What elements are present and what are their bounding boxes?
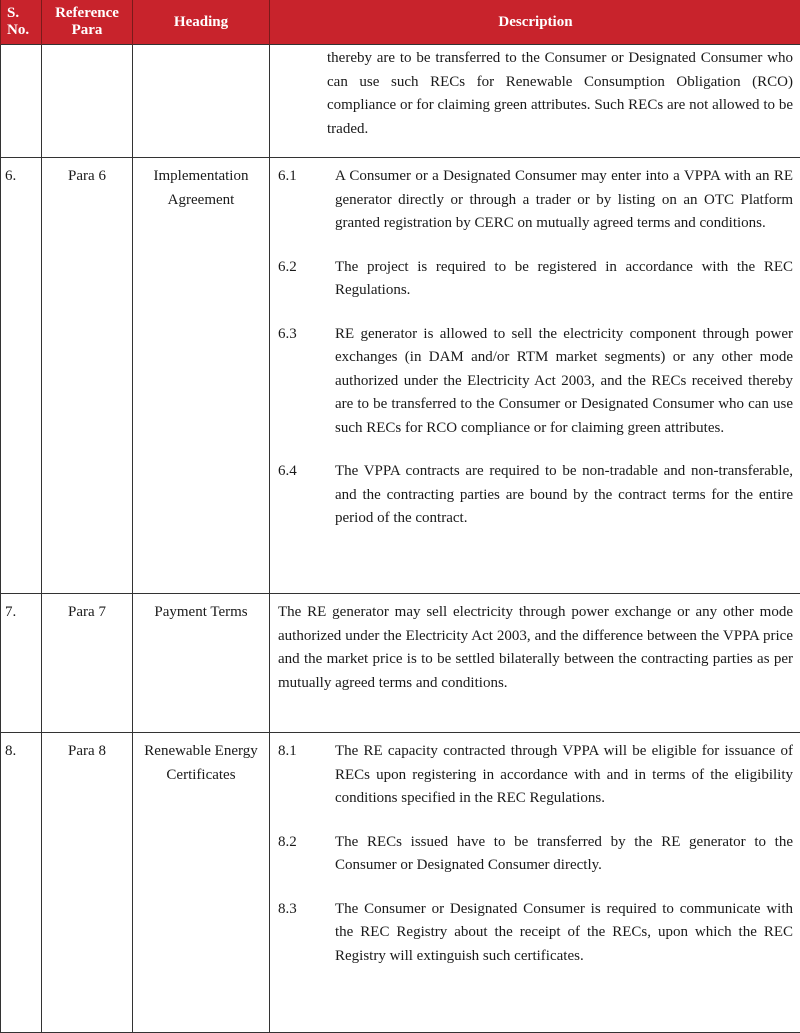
clause-number: 6.4: [278, 460, 335, 531]
cell-description: [270, 45, 800, 158]
sub-clause-8-2: [278, 831, 793, 878]
cell-sno: [1, 45, 42, 158]
cell-ref: Para 7: [42, 594, 133, 733]
clause-text: The VPPA contracts are required to be non-tradable and non-transferable, and the contracting parties are bound by the contract terms for the entire period of the contract.: [335, 460, 793, 531]
payment-terms-text: The RE generator may sell electricity through power exchange or any other mode authorized under the Electricity Act 2003, and the difference between the VPPA price and the market price is to be settled bilaterally between the contracting parties as per mutually agreed terms and conditions.: [278, 601, 793, 695]
sub-clause-6-4: [278, 460, 793, 531]
cell-ref: Para 6: [42, 158, 133, 594]
clause-text: The RECs issued have to be transferred by the RE generator to the Consumer or Designated Consumer directly.: [335, 831, 793, 878]
table-header-row: [1, 0, 800, 45]
cell-heading: [133, 45, 270, 158]
clause-number: 8.1: [278, 740, 335, 811]
table-row-continuation: [1, 45, 800, 158]
cell-ref: Para 8: [42, 733, 133, 1033]
sub-clause-6-1: [278, 165, 793, 236]
header-heading: Heading: [133, 0, 270, 45]
header-sno: S. No.: [1, 0, 42, 45]
sub-clause-8-1: [278, 740, 793, 811]
cell-heading: Implementation Agreement: [133, 158, 270, 594]
clause-number: 6.3: [278, 323, 335, 441]
sub-clause-6-3: [278, 323, 793, 441]
table-row-7: [1, 594, 800, 733]
table-row-6: [1, 158, 800, 594]
sub-clause-8-3: [278, 898, 793, 969]
cell-heading: Payment Terms: [133, 594, 270, 733]
header-description: Description: [270, 0, 800, 45]
cell-heading: Renewable Energy Certificates: [133, 733, 270, 1033]
clause-text: The RE capacity contracted through VPPA will be eligible for issuance of RECs upon registering in accordance with and in terms of the eligibility conditions specified in the REC Regulations.: [335, 740, 793, 811]
clause-text: The Consumer or Designated Consumer is required to communicate with the REC Registry about the receipt of the RECs, upon which the REC Registry will extinguish such certificates.: [335, 898, 793, 969]
clause-text: The project is required to be registered in accordance with the REC Regulations.: [335, 256, 793, 303]
table-row-8: [1, 733, 800, 1033]
clause-number: 6.2: [278, 256, 335, 303]
header-reference-para: Reference Para: [42, 0, 133, 45]
clause-text: A Consumer or a Designated Consumer may enter into a VPPA with an RE generator directly or through a trader or by listing on an OTC Platform granted registration by CERC on mutually agreed terms and conditions.: [335, 165, 793, 236]
clause-number: 8.2: [278, 831, 335, 878]
sub-clause-6-2: [278, 256, 793, 303]
cell-description: [270, 733, 800, 1033]
clause-number: 6.1: [278, 165, 335, 236]
cell-sno: 6.: [1, 158, 42, 594]
continuation-text: thereby are to be transferred to the Consumer or Designated Consumer who can use such RECs for Renewable Consumption Obligation (RCO) compliance or for claiming green attributes. Such RECs are not allowed to be traded.: [278, 47, 793, 141]
clause-text: RE generator is allowed to sell the electricity component through power exchanges (in DAM and/or RTM market segments) or any other mode authorized under the Electricity Act 2003, and the RECs received thereby are to be transferred to the Consumer or Designated Consumer who can use such RECs for RCO compliance or for claiming green attributes.: [335, 323, 793, 441]
cell-sno: 7.: [1, 594, 42, 733]
cell-ref: [42, 45, 133, 158]
clause-number: 8.3: [278, 898, 335, 969]
cell-sno: 8.: [1, 733, 42, 1033]
cell-description: [270, 158, 800, 594]
cell-description: [270, 594, 800, 733]
